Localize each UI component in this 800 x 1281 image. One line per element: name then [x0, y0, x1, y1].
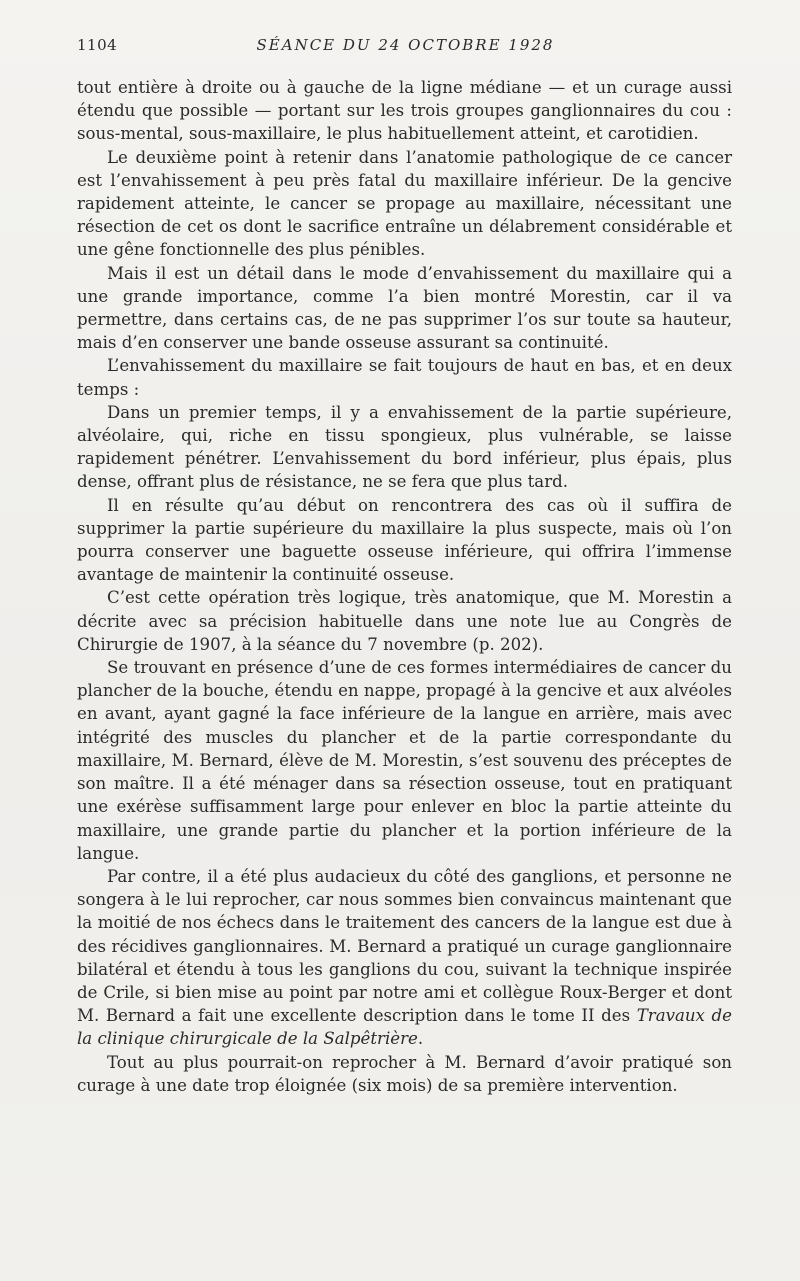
paragraph: Le deuxième point à retenir dans l’anatomie pathologique de ce cancer est l’envahissement à peu près fatal du maxillaire inférieur. De la gencive rapidement atteinte, le cancer se propage au maxillaire, nécessitant une résection de cet os dont le sacrifice entraîne un délabrement considérable et une gêne fonctionnelle des plus pénibles. [77, 147, 732, 260]
paragraph-text: . [417, 1029, 424, 1049]
paragraph: tout entière à droite ou à gauche de la ligne médiane — et un curage aussi étendu que possible — portant sur les trois groupes ganglionnaires du cou : sous-mental, sous-maxillaire, le plus habituellement atteint, et carotidien. [77, 78, 732, 144]
paragraph: Mais il est un détail dans le mode d’envahissement du maxillaire qui a une grande importance, comme l’a bien montré Morestin, car il va permettre, dans certains cas, de ne pas supprimer l’os sur toute sa hauteur, mais d’en conserver une bande osseuse assurant sa continuité. [77, 263, 732, 353]
italic-citation: Travaux de la clinique chirurgicale de la Salpêtrière [77, 1006, 732, 1049]
paragraph-text: Par contre, il a été plus audacieux du côté des ganglions, et personne ne songera à le lui reprocher, car nous sommes bien convaincus maintenant que la moitié de nos échecs dans le traitement des cancers de la langue est due à des récidives ganglionnaires. M. Bernard a pratiqué un curage ganglionnaire bilatéral et étendu à tous les ganglions du cou, suivant la technique inspirée de Crile, si bien mise au point par notre ami et collègue Roux-Berger et dont M. Bernard a fait une excellente description dans le tome II des [77, 866, 732, 1026]
page-number: 1104 [77, 36, 118, 54]
paragraph [77, 865, 732, 1051]
paragraph: L’envahissement du maxillaire se fait toujours de haut en bas, et en deux temps : [77, 356, 732, 399]
page-header [77, 36, 734, 60]
paragraph: Tout au plus pourrait-on reprocher à M. Bernard d’avoir pratiqué son curage à une date trop éloignée (six mois) de sa première intervention. [77, 1052, 732, 1095]
running-head: SÉANCE DU 24 OCTOBRE 1928 [256, 36, 555, 54]
body-text [77, 76, 732, 1097]
paragraph: Il en résulte qu’au début on rencontrera des cas où il suffira de supprimer la partie supérieure du maxillaire la plus suspecte, mais où l’on pourra conserver une baguette osseuse inférieure, qui offrira l’immense avantage de maintenir la continuité osseuse. [77, 495, 732, 585]
paragraph: C’est cette opération très logique, très anatomique, que M. Morestin a décrite avec sa précision habituelle dans une note lue au Congrès de Chirurgie de 1907, à la séance du 7 novembre (p. 202). [77, 588, 732, 654]
paragraph: Dans un premier temps, il y a envahissement de la partie supérieure, alvéolaire, qui, riche en tissu spongieux, plus vulnérable, se laisse rapidement pénétrer. L’envahissement du bord inférieur, plus épais, plus dense, offrant plus de résistance, ne se fera que plus tard. [77, 402, 732, 492]
paragraph: Se trouvant en présence d’une de ces formes intermédiaires de cancer du plancher de la bouche, étendu en nappe, propagé à la gencive et aux alvéoles en avant, ayant gagné la face inférieure de la langue en arrière, mais avec intégrité des muscles du plancher et de la partie correspondante du maxillaire, M. Bernard, élève de M. Morestin, s’est souvenu des préceptes de son maître. Il a été ménager dans sa résection osseuse, tout en pratiquant une exérèse suffisamment large pour enlever en bloc la partie atteinte du maxillaire, une grande partie du plancher et la portion inférieure de la langue. [77, 658, 732, 863]
